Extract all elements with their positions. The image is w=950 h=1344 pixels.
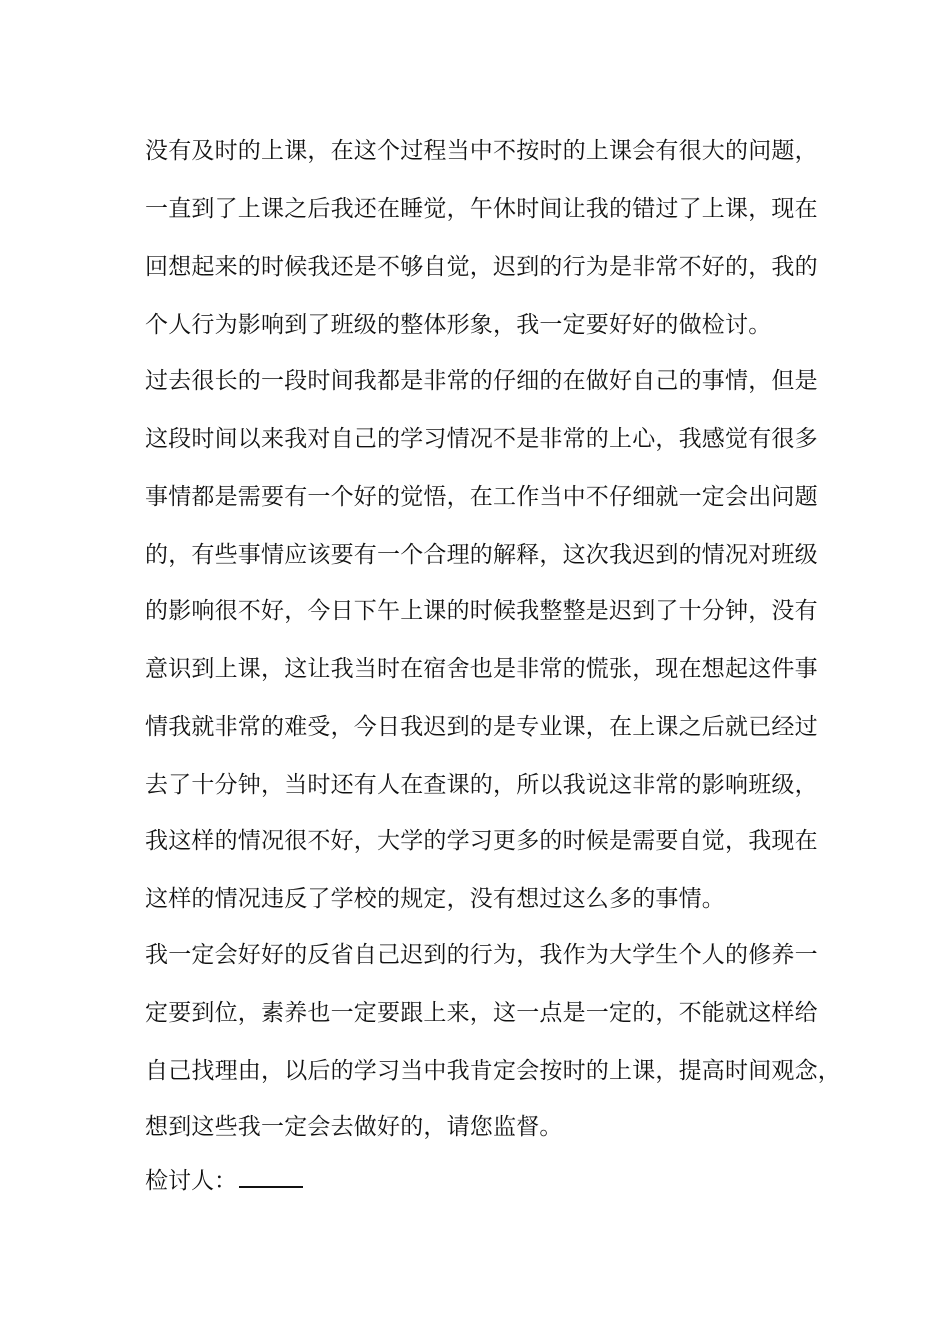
text-line: 回想起来的时候我还是不够自觉，迟到的行为是非常不好的，我的: [145, 254, 818, 280]
text-line: 意识到上课，这让我当时在宿舍也是非常的慌张，现在想起这件事: [145, 656, 818, 682]
text-line: 想到这些我一定会去做好的，请您监督。: [145, 1114, 563, 1140]
text-line: 一直到了上课之后我还在睡觉，午休时间让我的错过了上课，现在: [145, 196, 818, 222]
signature-blank: [239, 1164, 303, 1188]
signature-label: 检讨人：: [145, 1168, 237, 1194]
signature-line: [145, 1164, 303, 1196]
text-line: 的影响很不好，今日下午上课的时候我整整是迟到了十分钟，没有: [145, 598, 818, 624]
text-line: 我一定会好好的反省自己迟到的行为，我作为大学生个人的修养一: [145, 942, 818, 968]
text-line: 这样的情况违反了学校的规定，没有想过这么多的事情。: [145, 886, 725, 912]
text-line: 没有及时的上课，在这个过程当中不按时的上课会有很大的问题，: [145, 138, 818, 164]
text-line: 事情都是需要有一个好的觉悟，在工作当中不仔细就一定会出问题: [145, 484, 818, 510]
text-line: 的，有些事情应该要有一个合理的解释，这次我迟到的情况对班级: [145, 542, 818, 568]
text-line: 情我就非常的难受，今日我迟到的是专业课，在上课之后就已经过: [145, 714, 818, 740]
text-line: 去了十分钟，当时还有人在查课的，所以我说这非常的影响班级，: [145, 772, 818, 798]
text-line: 自己找理由，以后的学习当中我肯定会按时的上课，提高时间观念，: [145, 1058, 841, 1084]
text-line: 个人行为影响到了班级的整体形象，我一定要好好的做检讨。: [145, 312, 772, 338]
text-line: 我这样的情况很不好，大学的学习更多的时候是需要自觉，我现在: [145, 828, 818, 854]
text-line: 定要到位，素养也一定要跟上来，这一点是一定的，不能就这样给: [145, 1000, 818, 1026]
text-line: 过去很长的一段时间我都是非常的仔细的在做好自己的事情，但是: [145, 368, 818, 394]
text-line: 这段时间以来我对自己的学习情况不是非常的上心，我感觉有很多: [145, 426, 818, 452]
